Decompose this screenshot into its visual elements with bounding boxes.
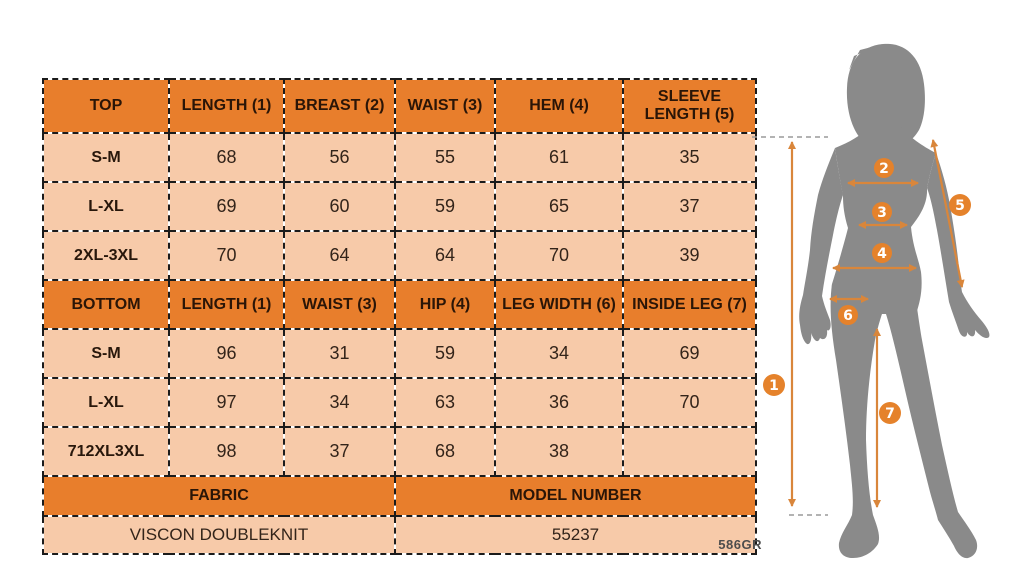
table-row <box>43 378 756 427</box>
bottom-header-length: LENGTH (1) <box>169 280 284 329</box>
cell-value: 64 <box>395 231 495 280</box>
marker-7-label: 7 <box>885 406 895 422</box>
cell-value: 70 <box>169 231 284 280</box>
top-header-breast: BREAST (2) <box>284 79 395 133</box>
top-header-sleeve: SLEEVE LENGTH (5) <box>623 79 756 133</box>
style-code-text: 586GR <box>718 537 762 552</box>
size-label: L-XL <box>43 182 169 231</box>
bottom-header-insideleg: INSIDE LEG (7) <box>623 280 756 329</box>
table-row <box>43 427 756 476</box>
measurement-figure <box>740 0 1024 567</box>
marker-1-label: 1 <box>769 378 779 394</box>
cell-value: 37 <box>623 182 756 231</box>
cell-value: 97 <box>169 378 284 427</box>
cell-value: 59 <box>395 182 495 231</box>
cell-value: 36 <box>495 378 623 427</box>
table-row <box>43 231 756 280</box>
model-number-header: MODEL NUMBER <box>395 476 756 516</box>
bottom-header-cell: BOTTOM <box>43 280 169 329</box>
size-label: 712XL3XL <box>43 427 169 476</box>
bottom-header-hip: HIP (4) <box>395 280 495 329</box>
size-label: S-M <box>43 329 169 378</box>
info-header-row <box>43 476 756 516</box>
fabric-header: FABRIC <box>43 476 395 516</box>
size-chart-table <box>42 78 755 555</box>
marker-3-label: 3 <box>877 205 887 221</box>
cell-value: 61 <box>495 133 623 182</box>
cell-value: 70 <box>623 378 756 427</box>
cell-value: 68 <box>169 133 284 182</box>
marker-5-label: 5 <box>955 198 965 214</box>
woman-silhouette-shape <box>799 44 989 558</box>
cell-value: 37 <box>284 427 395 476</box>
bottom-header-legwidth: LEG WIDTH (6) <box>495 280 623 329</box>
size-label: S-M <box>43 133 169 182</box>
cell-value: 39 <box>623 231 756 280</box>
top-header-row <box>43 79 756 133</box>
cell-value: 56 <box>284 133 395 182</box>
table-row <box>43 182 756 231</box>
size-label: 2XL-3XL <box>43 231 169 280</box>
cell-value: 55 <box>395 133 495 182</box>
marker-2-label: 2 <box>879 161 889 177</box>
cell-value: 60 <box>284 182 395 231</box>
marker-6-label: 6 <box>843 308 853 324</box>
cell-value-empty <box>623 427 756 476</box>
cell-value: 98 <box>169 427 284 476</box>
model-number-value: 55237 <box>395 516 756 554</box>
cell-value: 70 <box>495 231 623 280</box>
cell-value: 35 <box>623 133 756 182</box>
cell-value: 65 <box>495 182 623 231</box>
size-label: L-XL <box>43 378 169 427</box>
cell-value: 69 <box>623 329 756 378</box>
cell-value: 38 <box>495 427 623 476</box>
bottom-header-row <box>43 280 756 329</box>
cell-value: 63 <box>395 378 495 427</box>
bottom-header-waist: WAIST (3) <box>284 280 395 329</box>
top-header-hem: HEM (4) <box>495 79 623 133</box>
cell-value: 31 <box>284 329 395 378</box>
cell-value: 96 <box>169 329 284 378</box>
marker-4-label: 4 <box>877 246 887 262</box>
cell-value: 69 <box>169 182 284 231</box>
top-header-cell: TOP <box>43 79 169 133</box>
cell-value: 64 <box>284 231 395 280</box>
cell-value: 59 <box>395 329 495 378</box>
top-header-waist: WAIST (3) <box>395 79 495 133</box>
fabric-value: VISCON DOUBLEKNIT <box>43 516 395 554</box>
table-row <box>43 329 756 378</box>
cell-value: 68 <box>395 427 495 476</box>
cell-value: 34 <box>284 378 395 427</box>
cell-value: 34 <box>495 329 623 378</box>
top-header-length: LENGTH (1) <box>169 79 284 133</box>
table-row <box>43 133 756 182</box>
